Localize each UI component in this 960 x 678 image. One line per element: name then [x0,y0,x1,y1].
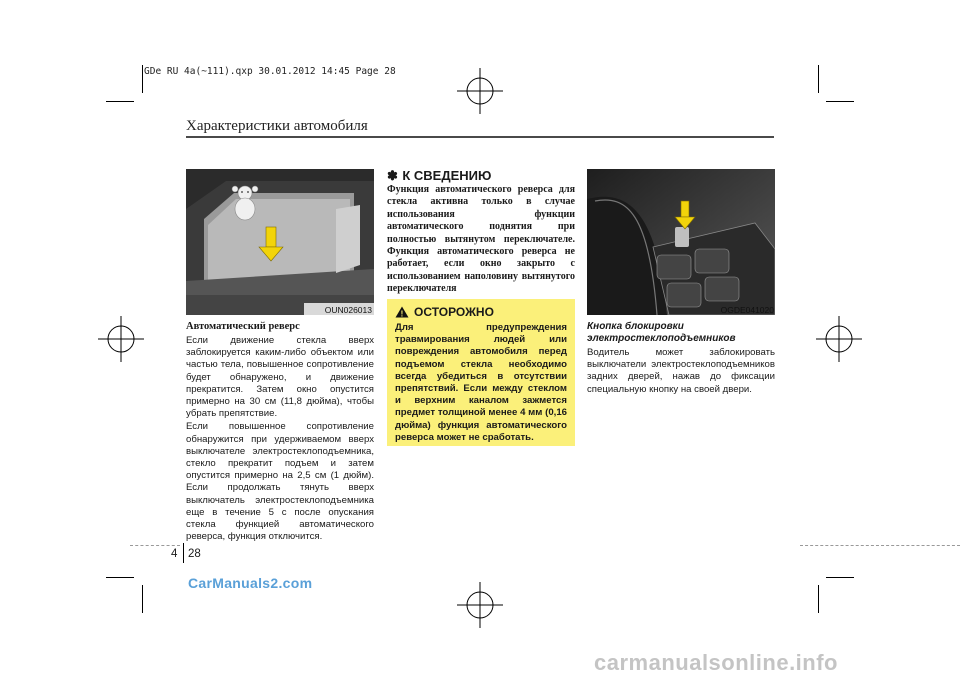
print-header: GDe RU 4a(~111).qxp 30.01.2012 14:45 Page 28 [144,66,396,77]
registration-mark-left [96,314,146,364]
warning-triangle-icon [395,306,409,318]
note-title: К СВЕДЕНИЮ [402,168,492,183]
title-rule [186,136,774,138]
note-header [387,167,491,185]
lock-button-heading: Кнопка блокировки электростеклоподъемников [587,321,736,344]
note-star-icon: ✽ [387,168,398,183]
svg-text:!: ! [400,309,404,318]
warning-header [395,305,567,319]
figure-code-right: OGDE041020 [720,305,774,315]
chapter-number: 4 [171,548,178,560]
warning-box [387,299,575,446]
warning-text: Для предупреждения травмирования людей или повреждения автомобиля перед подъемом стекла необходимо всегда убедиться в отсутствии препятствий. Если между стеклом и верхним каналом зажмется предмет толщиной менее 4 мм (0,16 дюйма) функция автоматического реверса может не сработать. [395,322,567,443]
registration-mark-bottom [455,580,505,630]
paragraph: Если повышенное сопротивление обнаружится при удерживаемом вверх выключателе электростеклоподъемника, стекло прекратит подъем и затем опустится примерно на 2,5 см (1 дюйм). Если продолжать тянуть вверх выключатель электростеклоподъемника еще в течение 5 с после опускания стекла функцией автоматического реверса, функция отключится. [186,421,374,543]
registration-mark-top [455,66,505,116]
watermark-link[interactable]: CarManuals2.com [188,575,313,591]
warning-title: ОСТОРОЖНО [414,305,494,319]
watermark-footer[interactable]: carmanualsonline.info [594,650,838,675]
page-divider [183,543,184,563]
footer-dashed-line-left [130,545,180,546]
section-title: Характеристики автомобиля [186,118,368,134]
note-text: Функция автоматического реверса для стекла активна только в случае использования функции автоматического поднятия при полностью вытянутом переключателе. Функция автоматического реверса не работает, если окно закрыто с использованием наполовину вытянутого переключателя [387,184,575,295]
registration-mark-right [814,314,864,364]
window-lock-figure [587,169,775,315]
door-switch-illustration [587,169,775,315]
left-body [186,335,374,543]
paragraph: Если движение стекла вверх заблокируется каким-либо объектом или частью тела, повышенное сопротивление будет обнаружено, и движение прекратится. Затем окно опустится примерно на 30 см (11,8 дюйма), чтобы убрать препятствие. [186,335,374,420]
auto-reverse-figure [186,169,374,315]
car-window-illustration [186,169,374,315]
figure-code-left: OUN026013 [324,305,372,315]
page-number: 28 [188,548,201,560]
lock-button-text: Водитель может заблокировать выключатели электростеклоподъемников задних дверей, нажав до фиксации специальную кнопку на своей двери. [587,347,775,395]
footer-dashed-line-right [800,545,960,546]
auto-reverse-heading: Автоматический реверс [186,321,300,332]
